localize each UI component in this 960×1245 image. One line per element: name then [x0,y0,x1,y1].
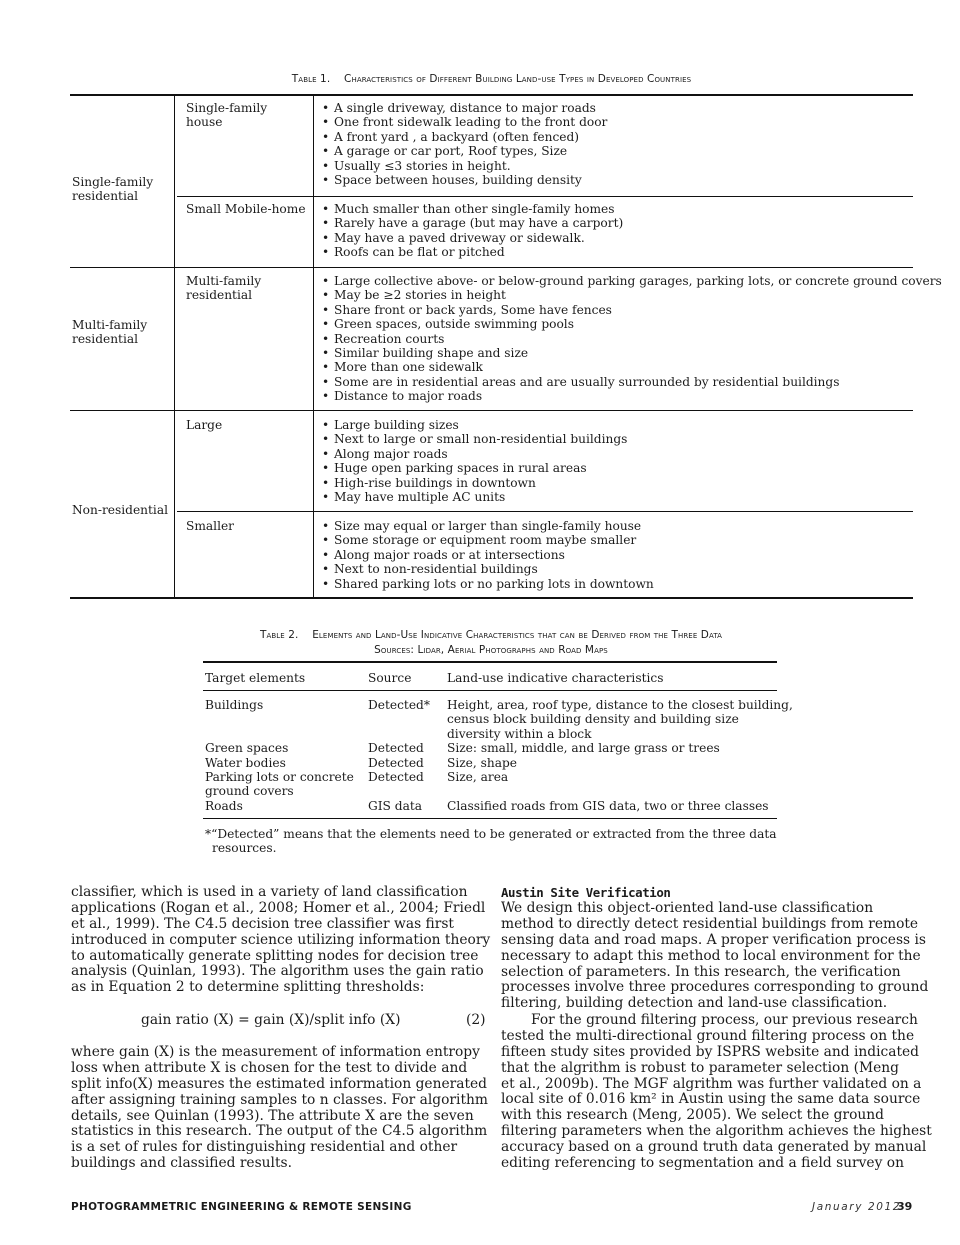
characteristic-item: • Roofs can be flat or pitched [322,245,623,259]
table1-items-large [322,418,627,504]
text-line: necessary to adapt this method to local environment for the [501,947,921,964]
type-label: residential [186,288,253,303]
text-line: as in Equation 2 to determine splitting thresholds: [71,979,425,996]
text-line: local site of 0.016 km² in Austin using the same data source [501,1091,921,1108]
characteristic-item: • Huge open parking spaces in rural areas [322,461,627,475]
table-cell: Water bodies [205,755,286,770]
table-cell: Detected [368,769,424,784]
table1-type-smaller [186,519,234,533]
characteristic-item: • Usually ≤3 stories in height. [322,159,607,173]
footnote-line: resources. [212,841,277,856]
table-cell: Detected [368,741,424,756]
characteristic-item: • Shared parking lots or no parking lots in downtown [322,577,654,591]
left-column-paragraph-1 [71,885,490,996]
text-line: method to directly detect residential buildings from remote [501,915,919,932]
type-label: Smaller [186,519,235,533]
category-label: Multi-family [72,318,148,332]
table-cell: Parking lots or concrete [205,769,354,784]
type-label: Single-family [186,101,268,115]
text-line: et al., 2009b). The MGF algrithm was further validated on a [501,1075,922,1092]
section-heading: Austin Site Verification [501,885,671,900]
category-label: Non-residential [72,503,168,517]
characteristic-item: • Share front or back yards, Some have fences [322,303,942,317]
text-line: to automatically generate splitting nodes for decision tree [71,947,479,964]
characteristic-item: • One front sidewalk leading to the front door [322,115,607,129]
table1-type-small-mobile-home [186,202,306,216]
table-cell: Height, area, roof type, distance to the closest building, [447,698,793,712]
text-line: filtering parameters when the algorithm achieves the highest [501,1123,932,1140]
equation-number: (2) [466,1012,486,1028]
characteristic-item: • Space between houses, building density [322,173,607,187]
characteristic-item: • A front yard , a backyard (often fenced) [322,130,607,144]
table1-bottom-rule [70,597,913,599]
characteristic-item: • May be ≥2 stories in height [322,288,942,302]
table2-header-characteristics: Land-use indicative characteristics [447,671,664,685]
characteristic-item: • Some are in residential areas and are usually surrounded by residential buildings [322,375,942,389]
table2-bottom-rule [203,818,777,819]
type-label: Small Mobile-home [186,202,306,216]
text-line: editing referencing to segmentation and a field survey on [501,1155,904,1172]
table2-header-target: Target elements [205,671,306,685]
table-cell: Detected* [368,698,430,712]
characteristic-item: • Some storage or equipment room maybe smaller [322,533,654,547]
table2-caption [180,628,802,658]
left-column-paragraph-2 [71,1045,488,1172]
characteristic-item: • Along major roads or at intersections [322,548,654,562]
characteristic-item: • Next to non-residential buildings [322,562,654,576]
table1-type-multi-family [186,274,261,303]
table2-caption-line1: Elements and Land-Use Indicative Characteristics that can be Derived from the Three Data [312,629,723,641]
table-cell: Roads [205,798,243,813]
text-line: loss when attribute X is chosen for the test to divide and [71,1059,468,1076]
text-line: We design this object-oriented land-use classification [501,900,874,916]
type-label: house [186,115,223,130]
table-cell: Size, shape [447,755,518,770]
text-line: that the algrithm is robust to parameter selection (Meng [501,1059,899,1076]
text-line: details, see Quinlan (1993). The attribute X are the seven [71,1107,474,1124]
equation-2: gain ratio (X) = gain (X)/split info (X) [141,1012,401,1028]
characteristic-item: • Large collective above- or below-ground parking garages, parking lots, or concrete ground covers [322,274,942,288]
category-label: residential [72,189,139,204]
characteristic-item: • A single driveway, distance to major roads [322,101,607,115]
characteristic-item: • Rarely have a garage (but may have a carport) [322,216,623,230]
table1-vline-2 [313,95,314,598]
table-cell: Green spaces [205,741,289,756]
table2-footnote [205,827,777,856]
text-line: analysis (Quinlan, 1993). The algorithm uses the gain ratio [71,963,484,980]
type-label: Large [186,418,223,432]
table1-items-small-mobile-home [322,202,623,260]
table2-column-source [368,698,430,813]
table-cell: Size, area [447,769,509,784]
text-line: split info(X) measures the estimated information generated [71,1075,487,1092]
text-line: is a set of rules for distinguishing residential and other [71,1139,458,1156]
text-line: processes involve three procedures corresponding to ground [501,979,929,996]
text-line: buildings and classified results. [71,1155,292,1172]
text-line: introduced in computer science utilizing information theory [71,931,491,948]
characteristic-item: • High-rise buildings in downtown [322,476,627,490]
table1-items-multi-family [322,274,942,404]
text-line: tested the multi-directional ground filtering process on the [501,1027,915,1044]
table-cell: census block building density and building size [447,712,739,727]
table2-top-rule [203,661,777,663]
characteristic-item: • Size may equal or larger than single-family house [322,519,654,533]
text-line: For the ground filtering process, our previous research [531,1012,918,1028]
table-cell: diversity within a block [447,726,592,741]
text-line: where gain (X) is the measurement of information entropy [71,1044,480,1060]
characteristic-item: • May have multiple AC units [322,490,627,504]
text-line: with this research (Meng, 2005). We select the ground [501,1107,885,1124]
text-line: statistics in this research. The output of the C4.5 algorithm [71,1123,488,1140]
right-column-paragraph-2 [501,1013,932,1172]
characteristic-item: • Much smaller than other single-family homes [322,202,623,216]
table2-column-characteristics [447,698,793,813]
table1-items-smaller [322,519,654,591]
text-line: after assigning training samples to n classes. For algorithm [71,1091,488,1108]
table2-header-rule [203,690,777,691]
category-label: residential [72,332,139,347]
journal-name: PHOTOGRAMMETRIC ENGINEERING & REMOTE SENSING [71,1201,412,1213]
table1-caption-label: Table 1. [291,73,331,85]
characteristic-item: • Recreation courts [322,332,942,346]
table1-rule-4 [177,511,913,512]
table-cell: Size: small, middle, and large grass or trees [447,741,720,756]
table1-items-single-family-house [322,101,607,187]
issue-date: January 2012 [812,1201,902,1213]
table1-rule-3 [70,410,913,411]
characteristic-item: • Next to large or small non-residential buildings [322,432,627,446]
footnote-line: *“Detected” means that the elements need to be generated or extracted from the three data [205,827,777,841]
characteristic-item: • A garage or car port, Roof types, Size [322,144,607,158]
characteristic-item: • Green spaces, outside swimming pools [322,317,942,331]
text-line: sensing data and road maps. A proper verification process is [501,931,926,948]
right-column-paragraph-1 [501,901,928,1012]
text-line: et al., 1999). The C4.5 decision tree classifier was first [71,915,454,932]
text-line: classifier, which is used in a variety of land classification [71,884,468,900]
table1-vline-1 [174,95,175,598]
table-cell: Classified roads from GIS data, two or three classes [447,798,769,813]
text-line: applications (Rogan et al., 2008; Homer et al., 2004; Friedl [71,899,486,916]
table1-category-single-family [72,175,153,204]
characteristic-item: • Along major roads [322,447,627,461]
category-label: Single-family [72,175,154,189]
type-label: Multi-family [186,274,262,288]
table1-caption [70,73,913,85]
table-cell: ground covers [205,784,294,799]
characteristic-item: • Similar building shape and size [322,346,942,360]
table1-rule-1 [177,196,913,197]
text-line: filtering, building detection and land-use classification. [501,995,888,1012]
table1-top-rule [70,94,913,96]
table-cell: GIS data [368,798,423,813]
table-cell: Detected [368,755,424,770]
table2-header-source: Source [368,671,412,685]
table1-category-non-residential [72,503,168,517]
characteristic-item: • More than one sidewalk [322,360,942,374]
table1-caption-title: Characteristics of Different Building Land-use Types in Developed Countries [344,73,692,85]
table1-type-large [186,418,222,432]
characteristic-item: • Large building sizes [322,418,627,432]
page-number: 39 [897,1200,913,1213]
characteristic-item: • Distance to major roads [322,389,942,403]
table-cell: Buildings [205,698,264,712]
table2-caption-line2: Sources: Lidar, Aerial Photographs and Road Maps [374,644,608,656]
table1-rule-2 [70,267,913,268]
table1-type-single-family-house [186,101,267,130]
text-line: selection of parameters. In this research, the verification [501,963,901,980]
table2-caption-label: Table 2. [259,629,299,641]
table2-column-elements [205,698,354,813]
text-line: accuracy based on a ground truth data generated by manual [501,1139,927,1156]
text-line: fifteen study sites provided by ISPRS website and indicated [501,1043,919,1060]
characteristic-item: • May have a paved driveway or sidewalk. [322,231,623,245]
table1-category-multi-family [72,318,147,347]
